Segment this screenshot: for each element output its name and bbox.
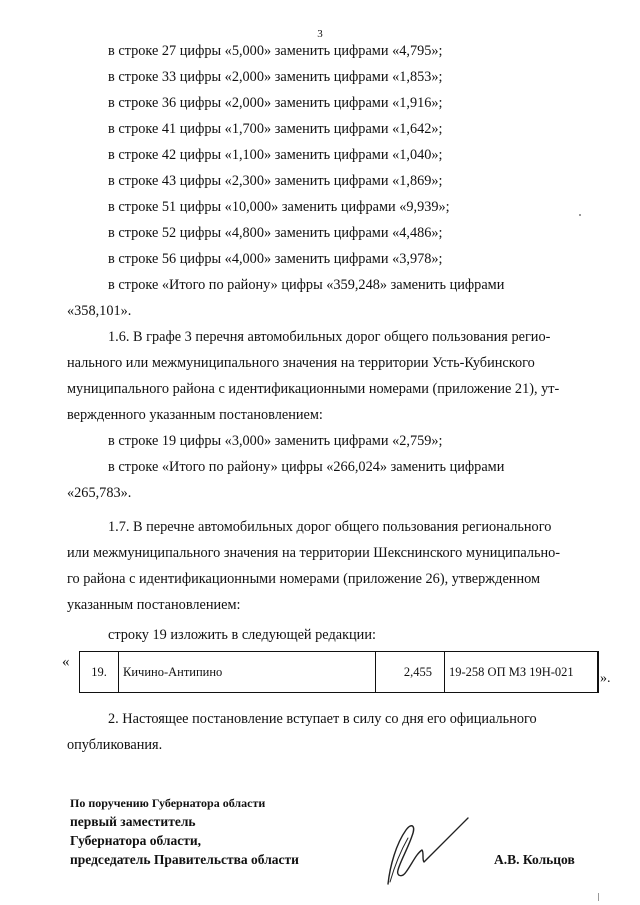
- signature-position-line: Губернатора области,: [70, 833, 201, 848]
- scan-mark: [598, 893, 599, 901]
- section-1-7-line: го района с идентификационными номерами (приложение 26), утвержденном: [67, 571, 541, 587]
- total-line-1-continued: «358,101».: [67, 303, 132, 319]
- signature-position-line: первый заместитель: [70, 814, 196, 829]
- scan-dot: [579, 214, 581, 216]
- section-1-6-replacement: в строке 19 цифры «3,000» заменить цифрами «2,759»;: [108, 433, 443, 449]
- empty-cell: [598, 652, 599, 693]
- handwritten-signature-icon: [360, 796, 480, 896]
- section-1-6-line: нального или межмуниципального значения на территории Усть-Кубинского: [67, 355, 535, 371]
- open-quote: «: [62, 654, 70, 670]
- table-row: [80, 652, 599, 693]
- replacement-line-42: в строке 42 цифры «1,100» заменить цифрами «1,040»;: [108, 147, 443, 163]
- replacement-line-43: в строке 43 цифры «2,300» заменить цифрами «1,869»;: [108, 173, 443, 189]
- page-number: 3: [317, 28, 323, 40]
- section-1-6-line: вержденного указанным постановлением:: [67, 407, 323, 423]
- section-2-line-continued: опубликования.: [67, 737, 163, 753]
- signature-authority-line: По поручению Губернатора области: [70, 796, 266, 810]
- section-1-6-line: муниципального района с идентификационными номерами (приложение 21), ут-: [67, 381, 560, 397]
- section-1-6-total: в строке «Итого по району» цифры «266,024» заменить цифрами: [108, 459, 505, 475]
- replacement-line-36: в строке 36 цифры «2,000» заменить цифрами «1,916»;: [108, 95, 443, 111]
- replacement-line-52: в строке 52 цифры «4,800» заменить цифрами «4,486»;: [108, 225, 443, 241]
- section-1-7-line: 1.7. В перечне автомобильных дорог общего пользования регионального: [108, 519, 552, 535]
- section-2-line: 2. Настоящее постановление вступает в силу со дня его официального: [108, 711, 537, 727]
- replacement-line-51: в строке 51 цифры «10,000» заменить цифрами «9,939»;: [108, 199, 450, 215]
- close-quote: ».: [600, 671, 611, 686]
- road-id-cell: 19-258 ОП МЗ 19Н-021: [445, 652, 598, 693]
- replacement-line-56: в строке 56 цифры «4,000» заменить цифрами «3,978»;: [108, 251, 443, 267]
- road-table-row: [79, 651, 599, 693]
- road-name-cell: Кичино-Антипино: [119, 652, 376, 693]
- section-1-7-line: или межмуниципального значения на территории Шекснинского муниципально-: [67, 545, 561, 561]
- signatory-name: А.В. Кольцов: [494, 852, 575, 867]
- section-1-7-line: указанным постановлением:: [67, 597, 241, 613]
- replacement-line-41: в строке 41 цифры «1,700» заменить цифрами «1,642»;: [108, 121, 443, 137]
- section-1-7-instruction: строку 19 изложить в следующей редакции:: [108, 627, 376, 643]
- replacement-line-27: в строке 27 цифры «5,000» заменить цифрами «4,795»;: [108, 43, 443, 59]
- row-number-cell: 19.: [80, 652, 119, 693]
- signature-position-line: председатель Правительства области: [70, 852, 299, 867]
- total-line-1: в строке «Итого по району» цифры «359,248» заменить цифрами: [108, 277, 505, 293]
- replacement-line-33: в строке 33 цифры «2,000» заменить цифрами «1,853»;: [108, 69, 443, 85]
- section-1-6-line: 1.6. В графе 3 перечня автомобильных дорог общего пользования регио-: [108, 329, 551, 345]
- section-1-6-total-continued: «265,783».: [67, 485, 132, 501]
- road-length-cell: 2,455: [376, 652, 445, 693]
